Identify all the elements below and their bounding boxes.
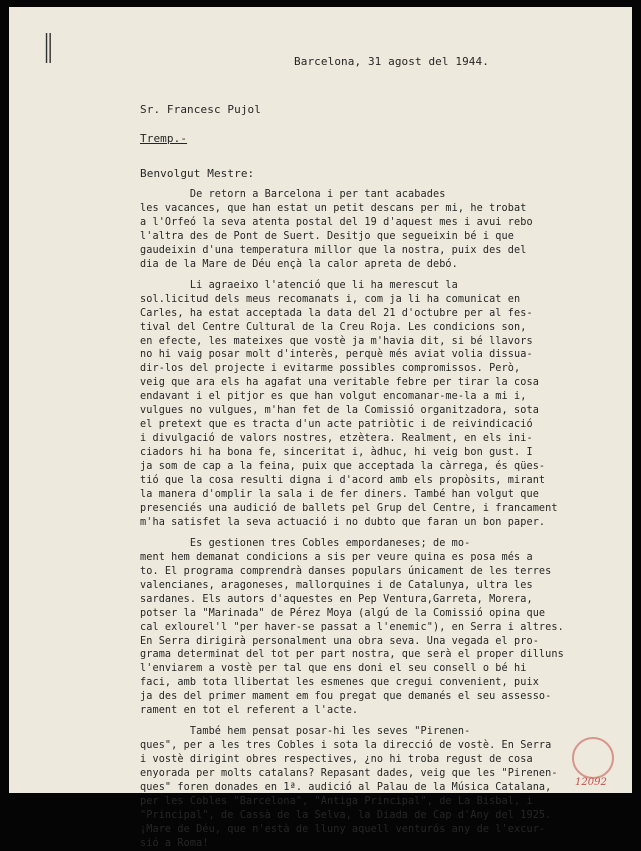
body-line: vulgues no vulgues, m'han fet de la Comissió organitzadora, sota (140, 405, 539, 417)
letter-date: Barcelona, 31 agost del 1944. (294, 55, 489, 68)
body-line: i divulgació de valors nostres, etzètera. Realment, en els ini- (140, 433, 533, 445)
body-line: ciadors hi ha bona fe, sinceritat i, àdhuc, hi veig bon gust. I (140, 447, 533, 459)
body-line: ja som de cap a la feina, puix que acceptada la càrrega, és qües- (140, 461, 546, 472)
body-line: to. El programa comprendrà danses populars únicament de les terres (140, 565, 552, 577)
letter-greeting: Benvolgut Mestre: (140, 167, 255, 180)
body-line: la manera d'omplir la sala i de fer diners. També han volgut que (140, 488, 539, 500)
recipient-place: Tremp.- (140, 132, 188, 145)
body-line: dir-los del projecte i evitarme possibles compromissos. Però, (140, 363, 521, 375)
body-line: tió que la cosa resulti digna i d'acord amb els propòsits, mirant (140, 475, 546, 486)
body-line: potser la "Marinada" de Pérez Moya (algú de la Comissió opina que (140, 607, 546, 619)
letter-page (9, 7, 632, 849)
body-line: rament en tot el referent a l'acte. (140, 705, 359, 717)
body-line: ja des del primer mament em fou pregat que demanés el seu assesso- (140, 691, 552, 703)
body-line: presenciés una audició de ballets pel Grup del Centre, i francament (140, 502, 558, 514)
body-line: ment hem demanat condicions a sis per veure quina es posa més a (140, 551, 533, 563)
body-line: dia de la Mare de Déu ençà la calor apreta de debó. (140, 258, 458, 270)
body-line: a l'Orfeó la seva atenta postal del 19 d'aquest mes i avui rebo (140, 216, 533, 228)
body-line: i vostè dirigint obres respectives, ¿no hi troba regust de cosa (140, 754, 533, 766)
body-line: ques" foren donades en 1ª. audició al Palau de la Música Catalana, (140, 782, 552, 793)
archive-stamp (572, 737, 614, 779)
body-line: m'ha satisfet la seva actuació i no dubto que faran un bon paper. (140, 516, 546, 528)
body-line: Carles, ha estat acceptada la data del 21 d'octubre per al fes- (140, 307, 533, 319)
body-line: També hem pensat posar-hi les seves "Pirenen- (140, 726, 471, 738)
body-line: Es gestionen tres Cobles empordaneses; de mo- (140, 537, 471, 549)
archive-number: 12092 (575, 777, 607, 788)
body-line: ¡Mare de Déu, que n'està de lluny aquell venturós any de l'excur- (140, 823, 546, 835)
body-line: ques", per a les tres Cobles i sota la direcció de vostè. En Serra (140, 740, 552, 752)
body-line: l'altra des de Pont de Suert. Desitjo que segueixin bé i que (140, 230, 515, 242)
body-line: faci, amb tota llibertat les esmenes que cregui convenient, puix (140, 677, 539, 689)
body-line: tival del Centre Cultural de la Creu Roja. Les condicions son, (140, 321, 527, 333)
recipient-name: Sr. Francesc Pujol (140, 103, 262, 116)
body-line: En Serra dirigirà personalment una obra seva. Una vegada el pro- (140, 635, 539, 647)
body-line: veig que ara els ha agafat una veritable febre per tirar la cosa (140, 377, 539, 389)
body-line: gaudeixin d'una temperatura millor que la nostra, puix des del (140, 244, 527, 256)
body-line: no hi vaig posar molt d'interès, perquè més aviat volia dissua- (140, 349, 533, 361)
body-line: De retorn a Barcelona i per tant acabades (140, 189, 446, 200)
body-line: grama determinat del tot per part nostra, que serà el proper dilluns (140, 649, 564, 661)
body-line: "Principal", de Cassà de la Selva, la Diada de Cap d'Any del 1925. (140, 809, 552, 821)
body-line: en efecte, les mateixes que vostè ja m'havia dit, si bé llavors (140, 335, 533, 347)
body-line: enyorada per molts catalans? Repasant dades, veig que les "Pirenen- (140, 768, 558, 779)
body-line: per les Cobles "Barcelona", "Antiga Principal", de La Bisbal, i (140, 795, 533, 807)
body-line: el pretext que es tracta d'un acte patriòtic i de reivindicació (140, 419, 533, 431)
body-line: cal exlourel'l "per haver-se passat a l'enemic"), en Serra i altres. (140, 621, 564, 633)
body-line: endavant i el pitjor es que han volgut encomanar-me-la a mi i, (140, 391, 527, 403)
handwritten-mark: || (43, 29, 51, 64)
body-line: Li agraeixo l'atenció que li ha merescut la (140, 279, 458, 291)
body-line: sardanes. Els autors d'aquestes en Pep Ventura,Garreta, Morera, (140, 593, 533, 605)
body-line: les vacances, que han estat un petit descans per mi, he trobat (140, 202, 527, 214)
body-line: sol.licitud dels meus recomanats i, com ja li ha comunicat en (140, 293, 521, 305)
body-line: l'enviarem a vostè per tal que ens doni el seu consell o bé hi (140, 663, 527, 675)
body-line: sió a Roma! (140, 837, 209, 849)
body-line: valencianes, aragoneses, mallorquines i de Catalunya, ultra les (140, 579, 533, 591)
